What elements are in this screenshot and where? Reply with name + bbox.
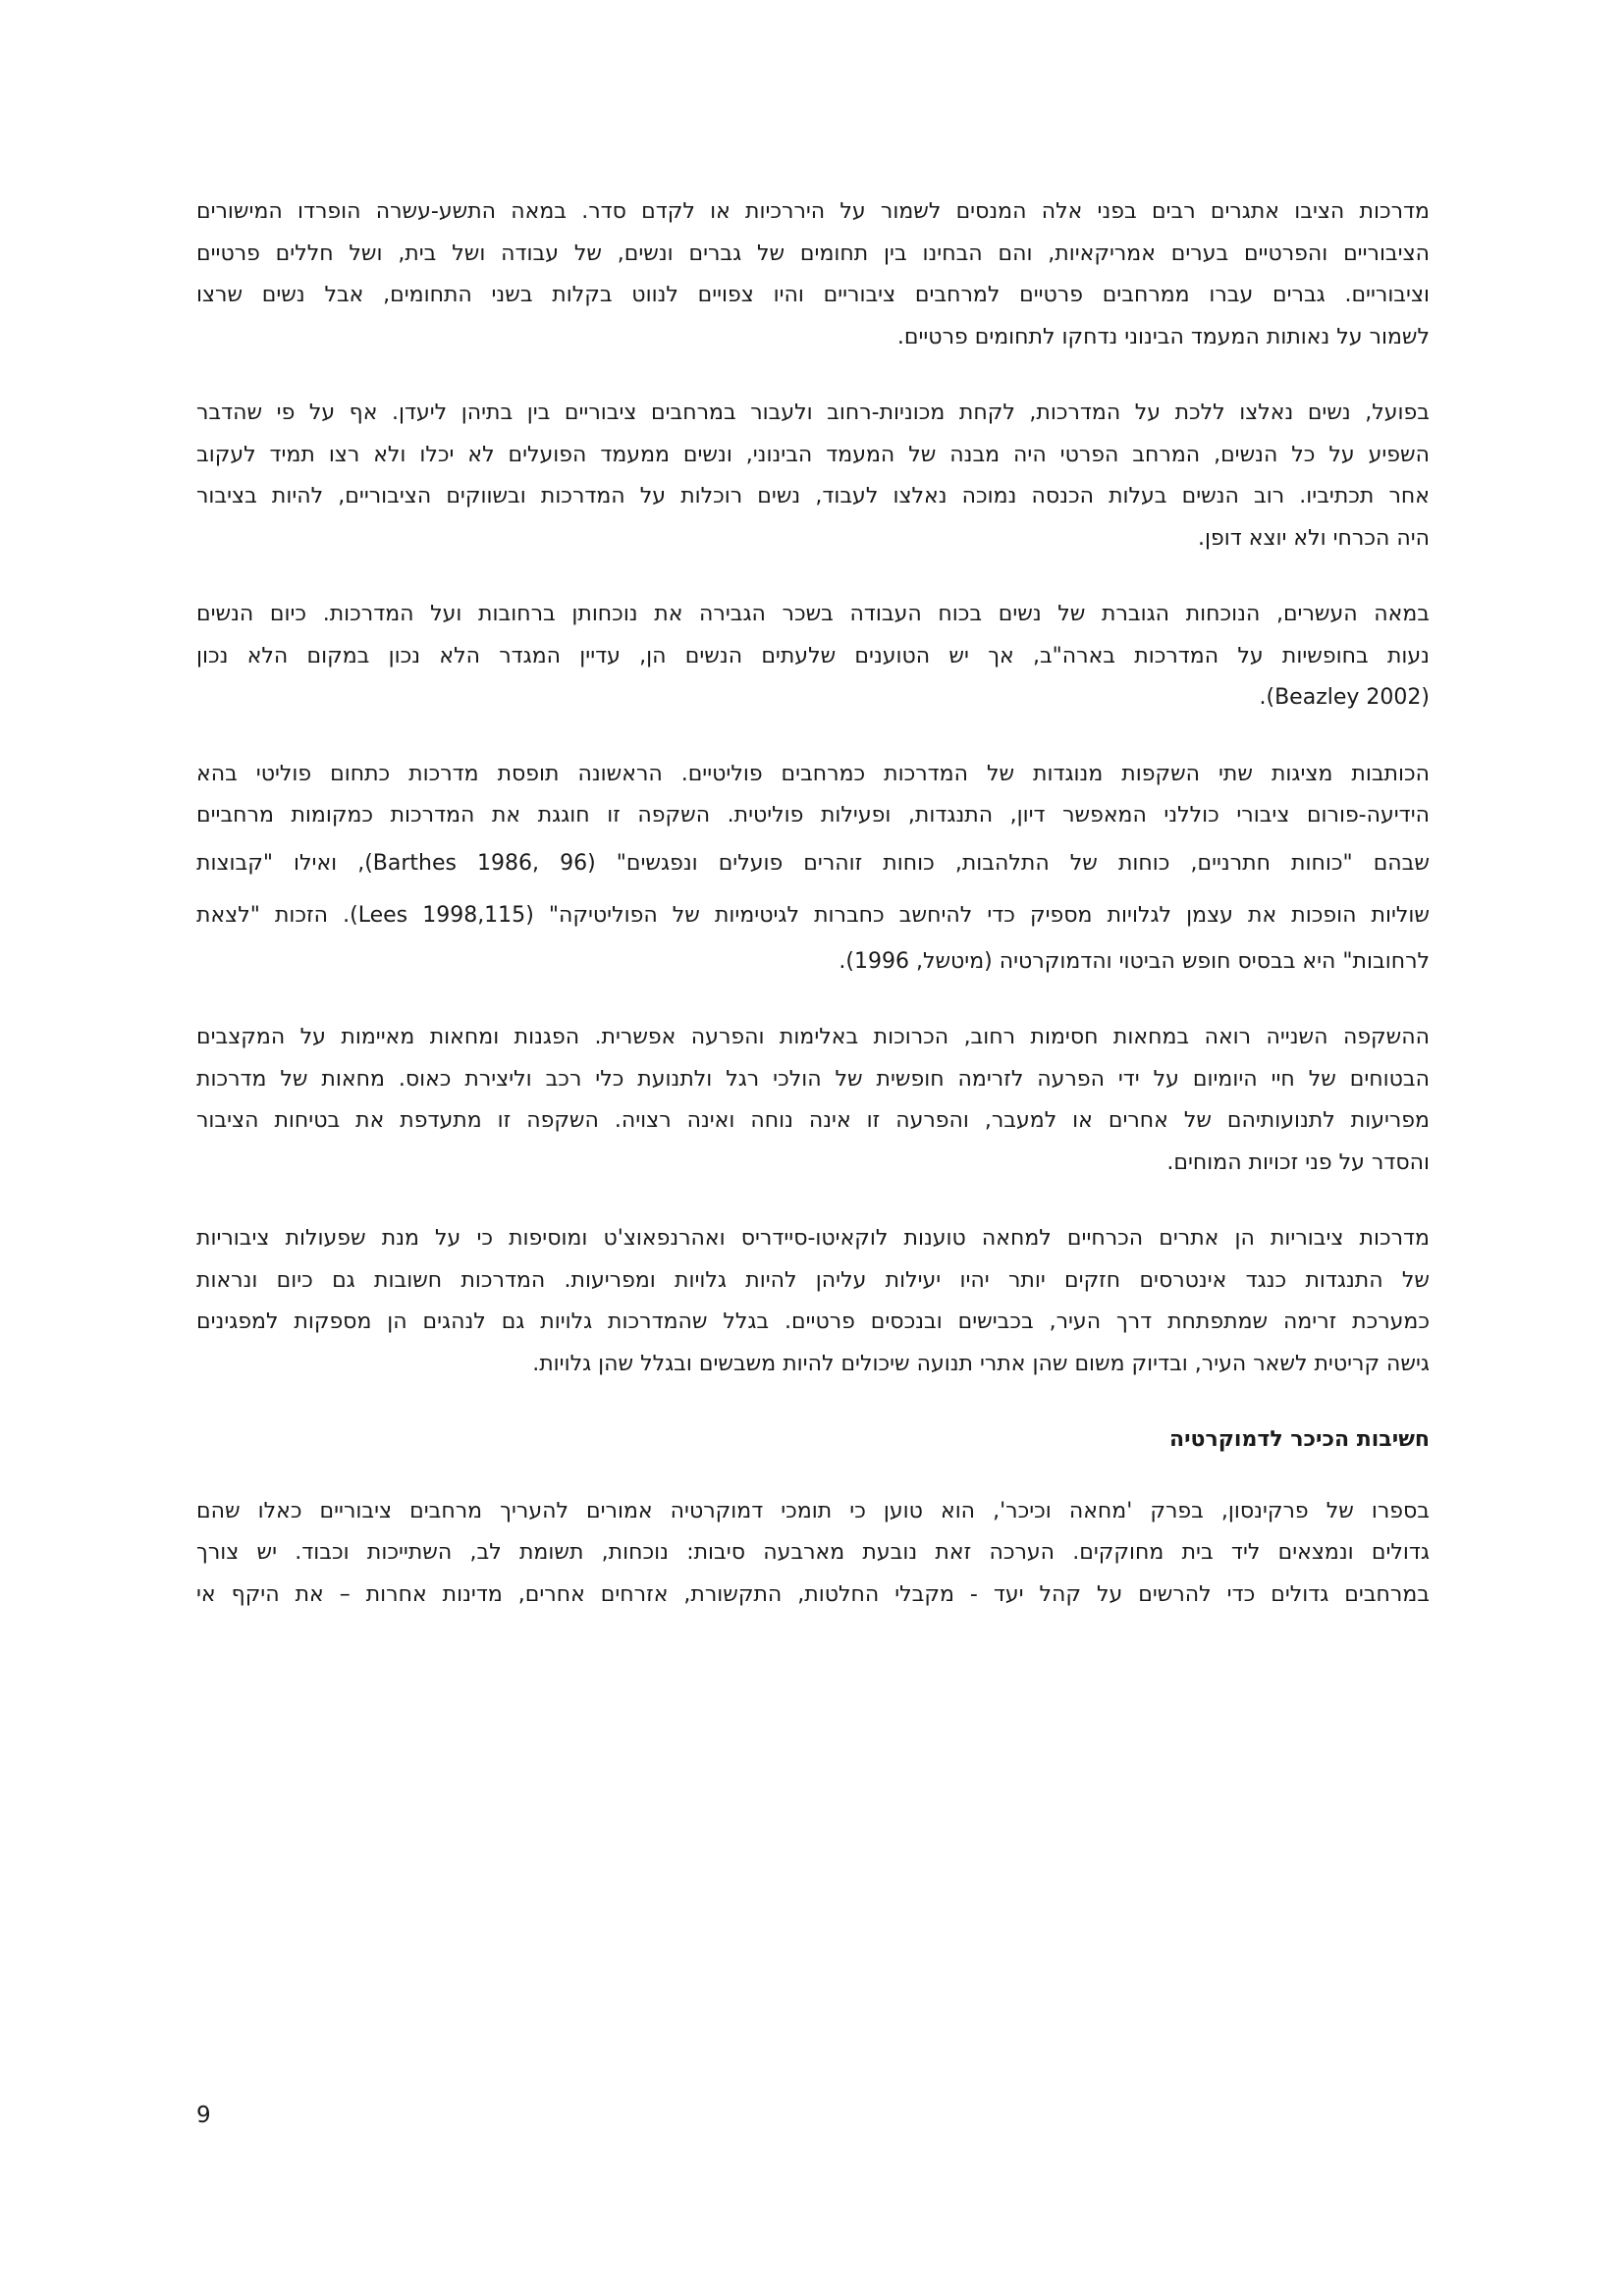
text-line: במרחבים גדולים כדי להרשים על קהל יעד - מקבלי החלטות, התקשורת, אזרחים אחרים, מדינות אחרות – את היקף אי [196, 1581, 1430, 1607]
page-body [196, 191, 1430, 1650]
text-line: מדרכות הציבו אתגרים רבים בפני אלה המנסים לשמור על היררכיות או לקדם סדר. במאה התשע-עשרה הופרדו המישורים [196, 199, 1430, 224]
text-line: במאה העשרים, הנוכחות הגוברת של נשים בכוח העבודה בשכר הגבירה את נוכחותן ברחובות ועל המדרכות. כיום הנשים [196, 602, 1430, 626]
text-line: ההשקפה השנייה רואה במחאות חסימות רחוב, הכרוכות באלימות והפרעה אפשרית. הפגנות ומחאות מאיימות על המקצבים [196, 1025, 1430, 1049]
section-heading: חשיבות הכיכר לדמוקרטיה [1168, 1427, 1430, 1452]
text-line: גדולים ונמצאים ליד בית מחוקקים. הערכה זאת נובעת מארבעה סיבות: נוכחות, תשומת לב, השתייכות וכבוד. יש צורך [196, 1540, 1430, 1565]
text-line: של התנגדות כנגד אינטרסים חזקים יותר יהיו יעילות עליהן להיות גלויות ומפריעות. המדרכות חשובות גם כיום ונראות [196, 1267, 1430, 1293]
text-line: גישה קריטית לשאר העיר, ובדיוק משום שהן אתרי תנועה שיכולים להיות משבשים ובגלל שהן גלויות. [532, 1351, 1430, 1376]
text-line: מדרכות ציבוריות הן אתרים הכרחיים למחאה טוענות לוקאיטו-סיידריס ואהרנפאוצ'ט ומוסיפות כי על מנת שפעולות ציבוריות [196, 1226, 1430, 1251]
text-line: היה הכרחי ולא יוצא דופן. [1198, 525, 1430, 551]
paragraph-1 [196, 191, 1430, 358]
paragraph-2 [196, 393, 1430, 560]
text-line: הציבוריים והפרטיים בערים אמריקאיות, והם הבחינו בין תחומים של גברים ונשים, של עבודה ושל בית, ושל חללים פרטיים [196, 240, 1430, 266]
text-line: השפיע על כל הנשים, המרחב הפרטי היה מבנה של המעמד הבינוני, ונשים ממעמד הפועלים לא יכלו ולא רצו תמיד לעקוב [196, 442, 1430, 467]
text-line: שבהם "כוחות חתרניים, כוחות של התלהבות, כוחות זוהרים פועלים ונפגשים" (Barthes 1986, 96), ואילו "קבוצות [196, 850, 1430, 876]
text-line: שוליות הופכות את עצמן לגלויות מספיק כדי להיחשב כחברות לגיטימיות של הפוליטיקה" (Lees 1998,115). הזכות "לצאת [196, 902, 1431, 928]
text-line: (Beazley 2002). [1259, 685, 1430, 710]
text-line: בפועל, נשים נאלצו ללכת על המדרכות, לקחת מכוניות-רחוב ולעבור במרחבים ציבוריים בין בתיהן ליעדן. אף על פי שהדבר [196, 400, 1430, 425]
text-line: וציבוריים. גברים עברו ממרחבים פרטיים למרחבים ציבוריים והיו צפויים לנווט בקלות בשני התחומים, אבל נשים שרצו [196, 283, 1430, 307]
text-line: לרחובות" היא בבסיס חופש הביטוי והדמוקרטיה (מיטשל, 1996). [839, 948, 1430, 974]
text-line: לשמור על נאותות המעמד הבינוני נדחקו לתחומים פרטיים. [896, 324, 1430, 349]
paragraph-7 [196, 1491, 1430, 1617]
paragraph-5 [196, 1017, 1430, 1184]
page-number: 9 [196, 2103, 211, 2128]
text-line: הידיעה-פורום ציבורי כוללני המאפשר דיון, התנגדות, ופעילות פוליטית. השקפה זו חוגגת את המדרכות כמקומות מרחביים [196, 803, 1430, 828]
text-line: והסדר על פני זכויות המוחים. [1166, 1149, 1430, 1175]
text-line: בספרו של פרקינסון, בפרק 'מחאה וכיכר', הוא טוען כי תומכי דמוקרטיה אמורים להעריך מרחבים ציבוריים כאלו שהם [196, 1498, 1430, 1523]
text-line: הכותבות מציגות שתי השקפות מנוגדות של המדרכות כמרחבים פוליטיים. הראשונה תופסת מדרכות כתחום פוליטי בהא [196, 761, 1430, 786]
text-line: כמערכת זרימה שמתפתחת דרך העיר, בכבישים ובנכסים פרטיים. בגלל שהמדרכות גלויות גם לנהגים הן מספקות למפגינים [196, 1309, 1430, 1334]
paragraph-6 [196, 1218, 1430, 1385]
text-line: מפריעות לתנועותיהם של אחרים או למעבר, והפרעה זו אינה נוחה ואינה רצויה. השקפה זו מתעדפת את בטיחות הציבור [196, 1108, 1430, 1133]
text-line: הבטוחים של חיי היומיום על ידי הפרעה לזרימה חופשית של הולכי רגל ולתנועת כלי רכב וליצירת כאוס. מחאות של מדרכות [196, 1066, 1430, 1092]
paragraph-3 [196, 594, 1430, 720]
text-line: נעות בחופשיות על המדרכות בארה"ב, אך יש הטוענים שלעתים הנשים הן, עדיין המגדר הלא נכון במקום הלא נכון [196, 643, 1430, 668]
text-line: אחר תכתיביו. רוב הנשים בעלות הכנסה נמוכה נאלצו לעבוד, נשים רוכלות על המדרכות ובשווקים הציבוריים, להיות בציבור [196, 484, 1430, 508]
paragraph-4 [196, 754, 1430, 984]
